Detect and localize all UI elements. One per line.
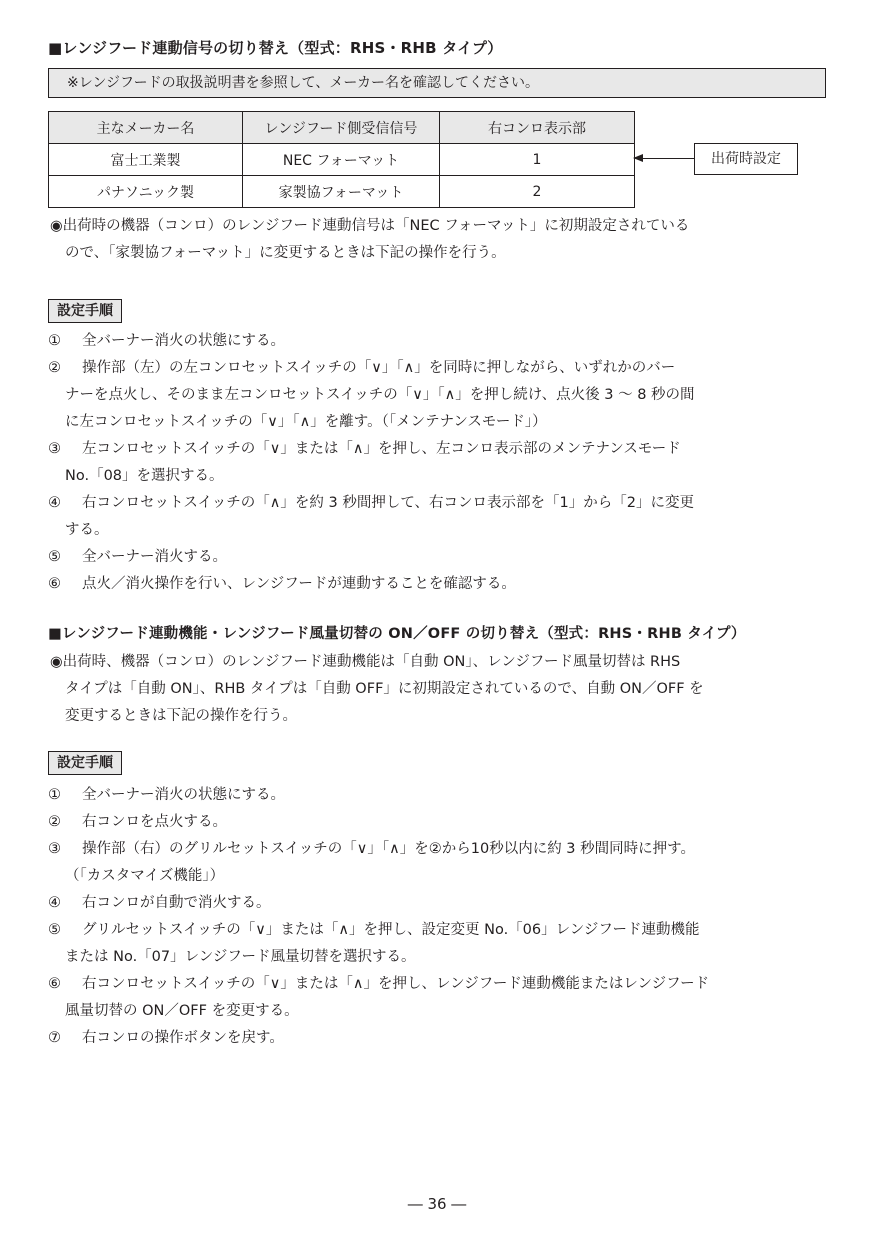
- page-number: ― 36 ―: [407, 1195, 467, 1213]
- step-number: ①: [48, 787, 61, 803]
- table-cell: 富士工業製: [49, 144, 243, 176]
- table-header: 右コンロ表示部: [440, 112, 635, 144]
- step-text: 右コンロの操作ボタンを戻す。: [82, 1030, 284, 1046]
- step-item: [48, 490, 830, 544]
- table-cell: 1: [440, 144, 635, 176]
- step-item: [48, 355, 830, 436]
- step-text: No.「08」を選択する。: [65, 468, 224, 484]
- step-text: 全バーナー消火の状態にする。: [82, 333, 285, 349]
- step-number: ⑥: [48, 976, 61, 992]
- step-text: 右コンロが自動で消火する。: [82, 895, 271, 911]
- step-item: [48, 436, 830, 490]
- arrow-line: [640, 158, 694, 159]
- step-item: [48, 836, 830, 890]
- desc-line: タイプは「自動 ON」、RHB タイプは「自動 OFF」に初期設定されているので、自動 ON／OFF を: [65, 681, 704, 697]
- step-item: [48, 1025, 830, 1052]
- desc-line: ◉出荷時、機器（コンロ）のレンジフード連動機能は「自動 ON」、レンジフード風量切替は RHS: [50, 654, 681, 670]
- step-number: ⑦: [48, 1030, 61, 1046]
- section2-description: [50, 649, 830, 730]
- step-number: ②: [48, 360, 61, 376]
- table-cell: 家製協フォーマット: [243, 176, 440, 208]
- step-text: 風量切替の ON／OFF を変更する。: [65, 1003, 299, 1019]
- step-text: に左コンロセットスイッチの「∨」「∧」を離す。（「メンテナンスモード」）: [65, 414, 547, 430]
- step-number: ①: [48, 333, 61, 349]
- table-header: 主なメーカー名: [49, 112, 243, 144]
- step-text: ナーを点火し、そのまま左コンロセットスイッチの「∨」「∧」を押し続け、点火後 3 ～ 8 秒の間: [65, 387, 695, 403]
- section1-description: [50, 213, 830, 267]
- step-number: ⑤: [48, 549, 61, 565]
- step-number: ④: [48, 495, 61, 511]
- step-number: ③: [48, 441, 61, 457]
- step-text: 点火／消火操作を行い、レンジフードが連動することを確認する。: [82, 576, 516, 592]
- step-number: ③: [48, 841, 61, 857]
- step-item: [48, 328, 830, 355]
- step-number: ⑤: [48, 922, 61, 938]
- section1-heading: ■レンジフード連動信号の切り替え（型式：RHS・RHB タイプ）: [48, 39, 503, 57]
- table-cell: NEC フォーマット: [243, 144, 440, 176]
- step-item: [48, 971, 830, 1025]
- step-number: ④: [48, 895, 61, 911]
- step-text: 操作部（右）のグリルセットスイッチの「∨」「∧」を②から10秒以内に約 3 秒間同時に押す。: [82, 841, 695, 857]
- step-number: ②: [48, 814, 61, 830]
- step-item: [48, 571, 830, 598]
- step-text: 全バーナー消火の状態にする。: [82, 787, 285, 803]
- shipping-default-label: 出荷時設定: [694, 143, 798, 175]
- step-text: する。: [65, 522, 109, 538]
- procedure-label: 設定手順: [48, 751, 122, 775]
- desc-line: ◉出荷時の機器（コンロ）のレンジフード連動信号は「NEC フォーマット」に初期設定されている: [50, 218, 690, 234]
- procedure-label: 設定手順: [48, 299, 122, 323]
- step-text: 左コンロセットスイッチの「∨」または「∧」を押し、左コンロ表示部のメンテナンスモード: [82, 441, 681, 457]
- step-text: 全バーナー消火する。: [82, 549, 227, 565]
- step-text: 右コンロセットスイッチの「∨」または「∧」を押し、レンジフード連動機能またはレンジフード: [82, 976, 710, 992]
- step-text: （「カスタマイズ機能」）: [65, 868, 225, 884]
- step-item: [48, 917, 830, 971]
- section2-steps: [48, 782, 830, 1052]
- step-text: 右コンロを点火する。: [82, 814, 227, 830]
- step-text: グリルセットスイッチの「∨」または「∧」を押し、設定変更 No.「06」レンジフード連動機能: [82, 922, 700, 938]
- step-item: [48, 890, 830, 917]
- step-number: ⑥: [48, 576, 61, 592]
- table-header: レンジフード側受信信号: [243, 112, 440, 144]
- table-row: [49, 144, 635, 176]
- step-item: [48, 544, 830, 571]
- section1-steps: [48, 328, 830, 598]
- step-text: 操作部（左）の左コンロセットスイッチの「∨」「∧」を同時に押しながら、いずれかのバー: [82, 360, 676, 376]
- step-text: または No.「07」レンジフード風量切替を選択する。: [65, 949, 416, 965]
- step-item: [48, 809, 830, 836]
- table-cell: 2: [440, 176, 635, 208]
- desc-line: 変更するときは下記の操作を行う。: [65, 708, 297, 724]
- desc-line: ので、「家製協フォーマット」に変更するときは下記の操作を行う。: [65, 245, 506, 261]
- table-cell: パナソニック製: [49, 176, 243, 208]
- maker-note-box: ※レンジフードの取扱説明書を参照して、メーカー名を確認してください。: [48, 68, 826, 98]
- table-header-row: [49, 112, 635, 144]
- maker-signal-table: [48, 111, 635, 208]
- table-row: [49, 176, 635, 208]
- step-text: 右コンロセットスイッチの「∧」を約 3 秒間押して、右コンロ表示部を「1」から「2」に変更: [82, 495, 694, 511]
- section2-heading: ■レンジフード連動機能・レンジフード風量切替の ON／OFF の切り替え（型式：RHS・RHB タイプ）: [48, 626, 746, 642]
- step-item: [48, 782, 830, 809]
